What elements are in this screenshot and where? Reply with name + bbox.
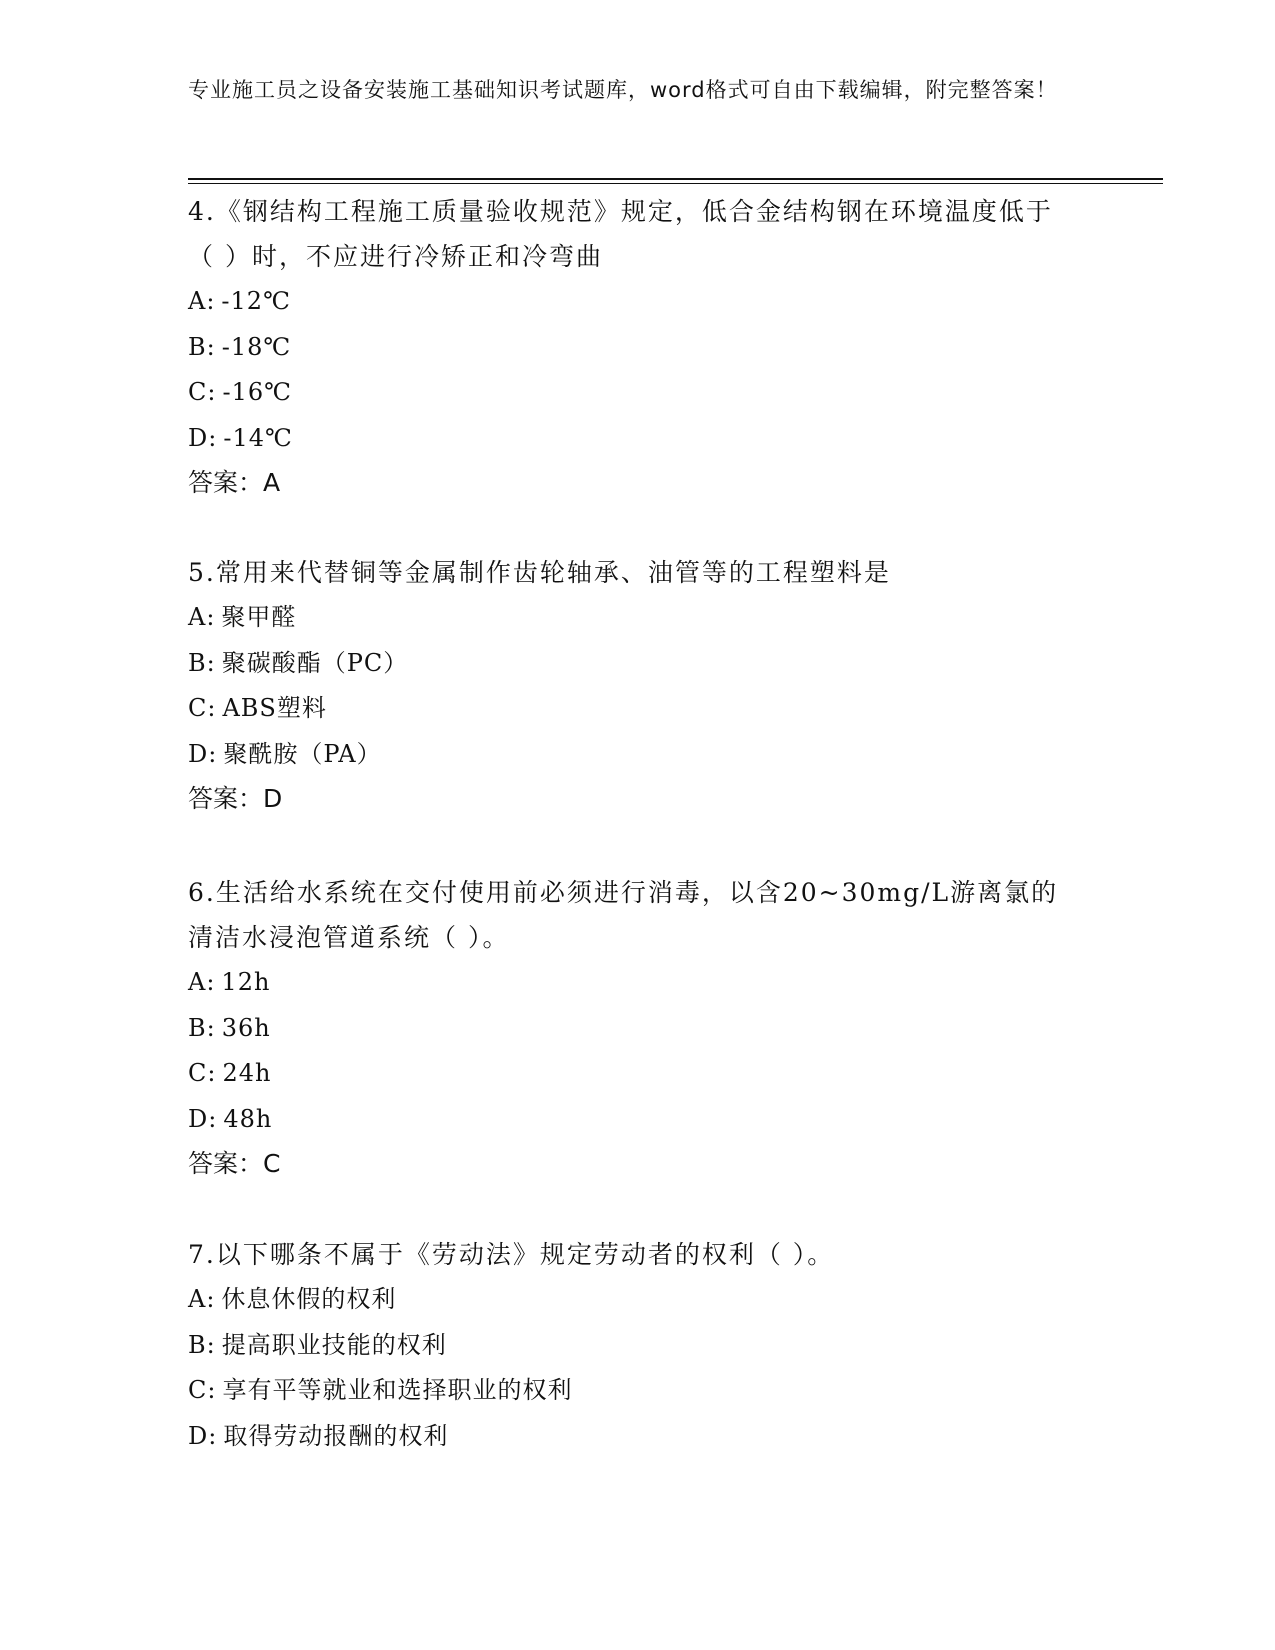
option-a <box>188 960 1068 1006</box>
option-c <box>188 1051 1068 1097</box>
question-4 <box>188 189 1068 505</box>
option-b <box>188 1006 1068 1052</box>
option-letter: A: <box>188 968 216 996</box>
option-d <box>188 1414 1068 1460</box>
option-letter: D: <box>188 1421 218 1450</box>
document-header: 专业施工员之设备安装施工基础知识考试题库，word格式可自由下载编辑，附完整答案！ <box>188 78 1058 102</box>
answer-line: 答案：C <box>188 1149 281 1178</box>
option-letter: B: <box>188 1013 216 1042</box>
question-stem: 6.生活给水系统在交付使用前必须进行消毒，以含20~30mg/L游离氯的清洁水浸泡管道系统（ ）。 <box>188 878 1059 952</box>
option-text: 享有平等就业和选择职业的权利 <box>222 1376 573 1404</box>
option-letter: C: <box>188 1376 217 1404</box>
option-c <box>188 686 1068 732</box>
option-text: -12℃ <box>221 287 291 315</box>
option-text: -16℃ <box>222 378 292 406</box>
option-b <box>188 325 1068 371</box>
option-letter: A: <box>188 287 216 315</box>
option-text: ABS塑料 <box>222 694 327 722</box>
option-letter: C: <box>188 1059 217 1087</box>
option-c <box>188 1368 1068 1414</box>
question-stem: 5.常用来代替铜等金属制作齿轮轴承、油管等的工程塑料是 <box>188 558 891 587</box>
header-divider-thin <box>188 183 1163 184</box>
option-letter: D: <box>188 1104 218 1133</box>
option-a <box>188 595 1068 641</box>
option-letter: C: <box>188 378 217 406</box>
question-stem: 7.以下哪条不属于《劳动法》规定劳动者的权利（ ）。 <box>188 1240 835 1269</box>
option-b <box>188 1323 1068 1369</box>
option-text: 聚甲醛 <box>221 603 297 631</box>
question-7 <box>188 1232 1068 1459</box>
option-d <box>188 732 1068 778</box>
option-text: 48h <box>223 1104 273 1133</box>
question-5 <box>188 550 1068 821</box>
option-d <box>188 1097 1068 1143</box>
option-letter: D: <box>188 423 218 452</box>
option-text: 取得劳动报酬的权利 <box>223 1421 449 1450</box>
option-c <box>188 370 1068 416</box>
option-letter: D: <box>188 739 218 768</box>
question-6 <box>188 870 1068 1186</box>
option-text: 36h <box>221 1013 271 1042</box>
option-text: -18℃ <box>221 332 292 361</box>
option-text: -14℃ <box>223 423 293 452</box>
option-a <box>188 279 1068 325</box>
option-d <box>188 416 1068 462</box>
option-letter: B: <box>188 648 216 677</box>
option-text: 聚酰胺（PA） <box>223 739 382 768</box>
option-a <box>188 1277 1068 1323</box>
option-letter: C: <box>188 694 217 722</box>
question-stem: 4.《钢结构工程施工质量验收规范》规定，低合金结构钢在环境温度低于（ ）时，不应进行冷矫正和冷弯曲 <box>188 197 1053 271</box>
answer-line: 答案：A <box>188 468 281 497</box>
answer-line: 答案：D <box>188 784 283 813</box>
option-text: 12h <box>221 968 271 996</box>
option-letter: A: <box>188 1285 216 1313</box>
option-b <box>188 641 1068 687</box>
option-text: 24h <box>222 1059 272 1087</box>
header-divider-thick <box>188 178 1163 180</box>
option-letter: B: <box>188 332 216 361</box>
option-text: 提高职业技能的权利 <box>221 1330 447 1359</box>
option-letter: B: <box>188 1330 216 1359</box>
option-text: 休息休假的权利 <box>221 1285 397 1313</box>
option-text: 聚碳酸酯（PC） <box>221 648 409 677</box>
option-letter: A: <box>188 603 216 631</box>
